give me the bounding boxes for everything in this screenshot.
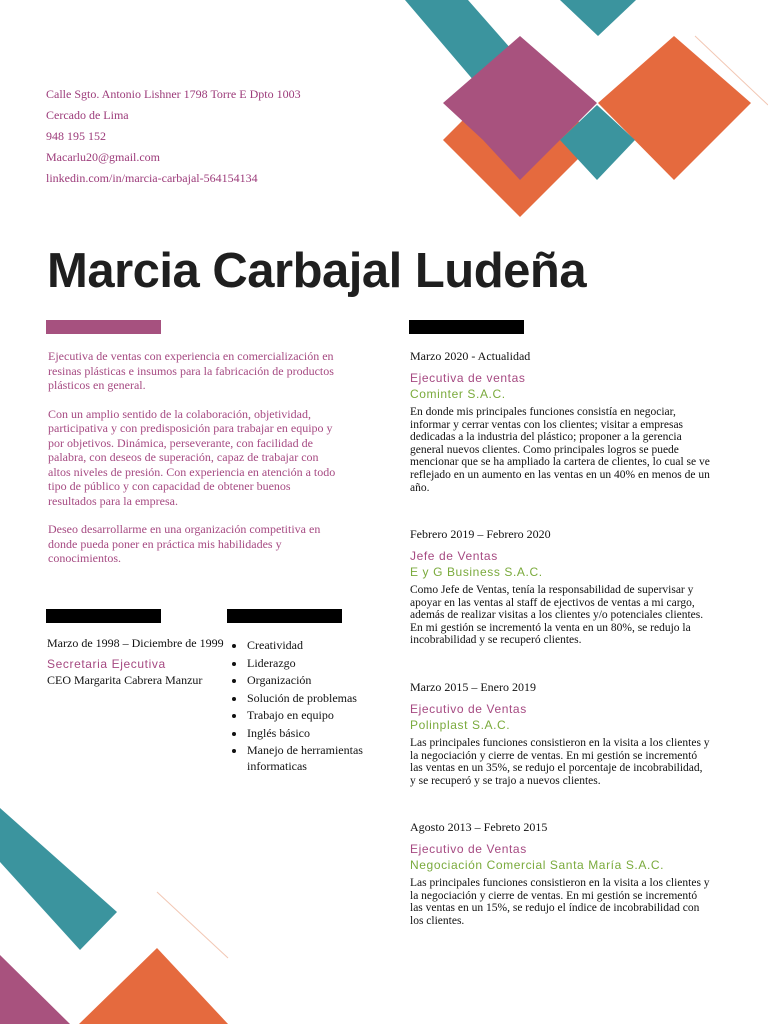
summary-paragraph: Ejecutiva de ventas con experiencia en comercialización en resinas plásticas e insumos para la fabricación de productos plásticos en general. bbox=[48, 349, 334, 392]
skill-item: • Manejo de herramientas informaticas bbox=[246, 742, 396, 774]
skill-item: • Trabajo en equipo bbox=[246, 707, 396, 725]
job-description: Las principales funciones consistieron en la visita a los clientes y la negociación y cierre de ventas. En mi gestión se incrementó las ventas en un 35%, se redujo el porcentaje de incobrabilidad, y se recuperó y se trajo a nuevos clientes. bbox=[410, 737, 710, 787]
job-role: Ejecutivo de Ventas bbox=[410, 842, 527, 856]
job-role: Jefe de Ventas bbox=[410, 549, 498, 563]
skill-item: • Solución de problemas bbox=[246, 690, 396, 708]
early-experience-date: Marzo de 1998 – Diciembre de 1999 bbox=[47, 636, 224, 650]
skill-item: • Inglés básico bbox=[246, 725, 396, 743]
contact-linkedin[interactable]: linkedin.com/in/marcia-carbajal-564154134 bbox=[46, 171, 258, 185]
job-company: Negociación Comercial Santa María S.A.C. bbox=[410, 857, 665, 872]
contact-address: Calle Sgto. Antonio Lishner 1798 Torre E Dpto 1003 bbox=[46, 87, 301, 101]
job-entry bbox=[410, 680, 710, 787]
summary-paragraph: Deseo desarrollarme en una organización competitiva en donde pueda poner en práctica mis habilidades y conocimientos. bbox=[48, 522, 321, 565]
experience-section-bar bbox=[409, 320, 524, 334]
teal-diamond-top-small bbox=[560, 0, 636, 36]
profile-summary bbox=[48, 349, 340, 580]
early-experience-bar bbox=[46, 609, 161, 623]
thin-diagonal-line-bottom bbox=[157, 892, 228, 958]
purple-triangle-bottom bbox=[0, 955, 70, 1024]
job-company: Cominter S.A.C. bbox=[410, 386, 506, 401]
early-experience-role: Secretaria Ejecutiva bbox=[47, 657, 166, 671]
teal-band-bottom bbox=[0, 808, 117, 950]
contact-phone: 948 195 152 bbox=[46, 129, 106, 143]
skill-item: • Creatividad bbox=[246, 637, 396, 655]
contact-info bbox=[46, 86, 301, 191]
job-company: Polinplast S.A.C. bbox=[410, 717, 511, 732]
job-date: Febrero 2019 – Febrero 2020 bbox=[410, 527, 551, 541]
candidate-name: Marcia Carbajal Ludeña bbox=[47, 244, 587, 298]
summary-paragraph: Con un amplio sentido de la colaboración, objetividad, participativa y con predisposición para trabajar en equipo y por objetivos. Dinámica, perseverante, con facilidad de palabra, con deseos de superación, capaz de trabajar con altos niveles de presión. Con experiencia en atención a todo tipo de público y con capacidad de obtener buenos resultados para la empresa. bbox=[48, 406, 336, 508]
job-company: E y G Business S.A.C. bbox=[410, 564, 543, 579]
job-description: Como Jefe de Ventas, tenía la responsabilidad de supervisar y apoyar en las ventas al staff de ejectivos de ventas a mi cargo, además de realizar visitas a los clientes y/o potenciales clientes. En mi gestión se incrementó la venta en un 80%, se redujo la incobrabilidad y se recuperó clientes. bbox=[410, 584, 704, 647]
job-description: En donde mis principales funciones consistía en negociar, informar y cerrar ventas con los clientes; visitar a empresas dedicadas a la industria del plástico; proponer a la gerencia general nuevos clientes. Como principales logros se puede mencionar que se ha ampliado la cartera de clientes, lo cual se ve reflejado en un aumento en las ventas en un 40% en menos de un año. bbox=[410, 406, 710, 494]
summary-accent-bar bbox=[46, 320, 161, 334]
job-date: Marzo 2015 – Enero 2019 bbox=[410, 680, 536, 694]
skill-item: • Organización bbox=[246, 672, 396, 690]
early-experience-company: CEO Margarita Cabrera Manzur bbox=[47, 673, 203, 687]
early-experience bbox=[47, 636, 222, 688]
job-date: Marzo 2020 - Actualidad bbox=[410, 349, 531, 363]
job-entry bbox=[410, 820, 710, 927]
job-entry bbox=[410, 349, 710, 494]
contact-email[interactable]: Macarlu20@gmail.com bbox=[46, 150, 161, 164]
job-entry bbox=[410, 527, 710, 647]
job-role: Ejecutiva de ventas bbox=[410, 371, 526, 385]
job-date: Agosto 2013 – Febreto 2015 bbox=[410, 820, 548, 834]
contact-district: Cercado de Lima bbox=[46, 108, 129, 122]
orange-triangle-bottom bbox=[79, 948, 228, 1024]
orange-diamond-right bbox=[598, 36, 751, 180]
job-description: Las principales funciones consistieron en la visita a los clientes y la negociación y cierre de ventas. En mi gestión se incrementó las ventas en un 15%, se redujo el índice de incobrabilidad con los clientes. bbox=[410, 877, 710, 927]
skill-item: • Liderazgo bbox=[246, 655, 396, 673]
job-role: Ejecutivo de Ventas bbox=[410, 702, 527, 716]
skills-list bbox=[228, 637, 396, 774]
skills-section-bar bbox=[227, 609, 342, 623]
